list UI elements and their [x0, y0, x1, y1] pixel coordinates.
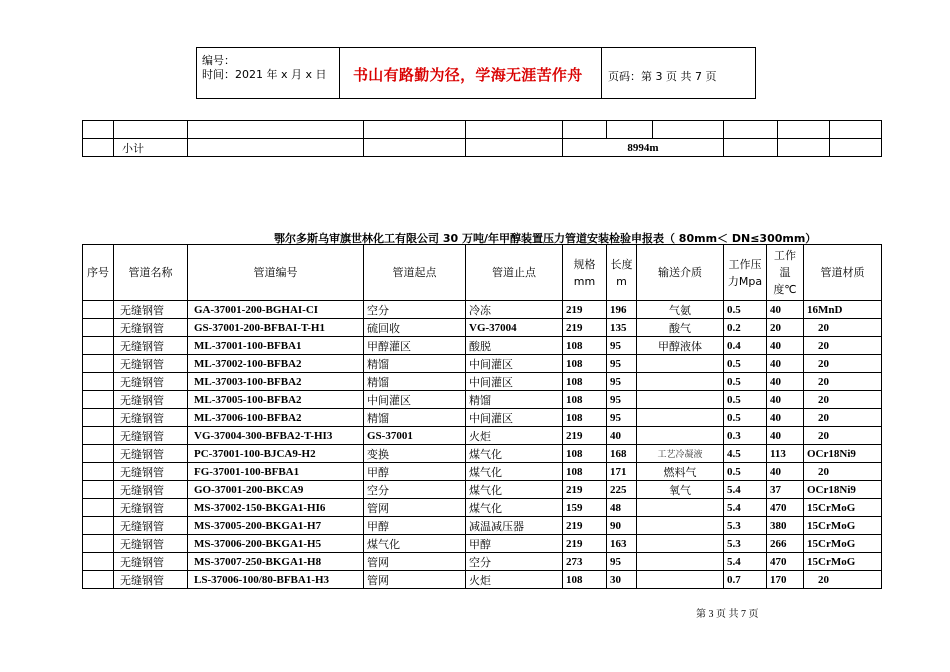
- cell-spec: 219: [563, 319, 607, 337]
- cell-len: 225: [607, 481, 637, 499]
- cell-medium: [637, 391, 724, 409]
- subtotal-label: 小计: [114, 139, 188, 157]
- col-header: 管道止点: [466, 245, 563, 301]
- cell-medium: [637, 373, 724, 391]
- cell-index: [83, 337, 114, 355]
- cell-len: 48: [607, 499, 637, 517]
- cell-name: 无缝钢管: [114, 337, 188, 355]
- header-page-cell: [602, 48, 755, 98]
- table-row: [83, 571, 882, 589]
- cell-mat: 20: [804, 409, 882, 427]
- cell-end: 减温减压器: [466, 517, 563, 535]
- table-row: [83, 121, 882, 139]
- cell-temp: 40: [767, 355, 804, 373]
- cell-start: 管网: [364, 553, 466, 571]
- cell-press: 0.3: [724, 427, 767, 445]
- cell-end: 火炬: [466, 571, 563, 589]
- number-label: 编号：: [202, 54, 235, 67]
- table-row: [83, 373, 882, 391]
- col-header: 序号: [83, 245, 114, 301]
- col-header: 工作温度℃: [767, 245, 804, 301]
- cell-mat: 20: [804, 337, 882, 355]
- cell-press: 5.4: [724, 481, 767, 499]
- cell-temp: 40: [767, 373, 804, 391]
- table-row: [83, 409, 882, 427]
- cell-start: GS-37001: [364, 427, 466, 445]
- cell-end: 精馏: [466, 391, 563, 409]
- header-left-cell: [197, 48, 340, 98]
- subtotal-row: [83, 139, 882, 157]
- cell-index: [83, 373, 114, 391]
- cell-name: 无缝钢管: [114, 427, 188, 445]
- cell-medium: 燃料气: [637, 463, 724, 481]
- cell-medium: [637, 571, 724, 589]
- cell-spec: 108: [563, 355, 607, 373]
- cell-start: 甲醇灌区: [364, 337, 466, 355]
- cell-spec: 108: [563, 463, 607, 481]
- col-header: 输送介质: [637, 245, 724, 301]
- cell-len: 95: [607, 373, 637, 391]
- cell-name: 无缝钢管: [114, 499, 188, 517]
- cell-mat: 20: [804, 427, 882, 445]
- cell-index: [83, 409, 114, 427]
- cell-temp: 40: [767, 301, 804, 319]
- cell-temp: 470: [767, 553, 804, 571]
- cell-medium: 氧气: [637, 481, 724, 499]
- cell-spec: 219: [563, 481, 607, 499]
- cell-len: 95: [607, 391, 637, 409]
- cell-mat: 20: [804, 319, 882, 337]
- cell-name: 无缝钢管: [114, 553, 188, 571]
- cell-code: GO-37001-200-BKCA9: [188, 481, 364, 499]
- table-row: [83, 337, 882, 355]
- table-title: 鄂尔多斯乌审旗世林化工有限公司 30 万吨/年甲醇装置压力管道安装检验申报表（ 80mm＜ DN≤300mm）: [274, 232, 817, 245]
- table-row: [83, 445, 882, 463]
- col-header: 长度m: [607, 245, 637, 301]
- cell-start: 变换: [364, 445, 466, 463]
- cell-len: 30: [607, 571, 637, 589]
- cell-name: 无缝钢管: [114, 373, 188, 391]
- cell-len: 95: [607, 409, 637, 427]
- cell-name: 无缝钢管: [114, 301, 188, 319]
- cell-code: LS-37006-100/80-BFBA1-H3: [188, 571, 364, 589]
- cell-mat: 15CrMoG: [804, 553, 882, 571]
- cell-name: 无缝钢管: [114, 355, 188, 373]
- cell-len: 90: [607, 517, 637, 535]
- cell-len: 95: [607, 553, 637, 571]
- cell-code: MS-37007-250-BKGA1-H8: [188, 553, 364, 571]
- cell-press: 0.2: [724, 319, 767, 337]
- cell-name: 无缝钢管: [114, 409, 188, 427]
- table-row: [83, 535, 882, 553]
- page-footer: 第 3 页 共 7 页: [696, 609, 759, 620]
- cell-mat: 20: [804, 571, 882, 589]
- cell-spec: 219: [563, 517, 607, 535]
- cell-temp: 40: [767, 427, 804, 445]
- cell-end: 火炬: [466, 427, 563, 445]
- cell-temp: 40: [767, 391, 804, 409]
- cell-medium: 甲醇液体: [637, 337, 724, 355]
- cell-press: 0.5: [724, 391, 767, 409]
- cell-start: 精馏: [364, 409, 466, 427]
- cell-start: 煤气化: [364, 535, 466, 553]
- table-row: [83, 481, 882, 499]
- cell-spec: 219: [563, 427, 607, 445]
- cell-end: 中间灌区: [466, 355, 563, 373]
- cell-code: ML-37002-100-BFBA2: [188, 355, 364, 373]
- cell-spec: 219: [563, 301, 607, 319]
- cell-end: 酸脱: [466, 337, 563, 355]
- cell-mat: OCr18Ni9: [804, 481, 882, 499]
- cell-end: 煤气化: [466, 463, 563, 481]
- cell-mat: 20: [804, 355, 882, 373]
- cell-temp: 470: [767, 499, 804, 517]
- cell-spec: 108: [563, 445, 607, 463]
- cell-start: 精馏: [364, 355, 466, 373]
- cell-mat: 20: [804, 391, 882, 409]
- cell-name: 无缝钢管: [114, 391, 188, 409]
- cell-mat: 16MnD: [804, 301, 882, 319]
- table-row: [83, 499, 882, 517]
- cell-spec: 273: [563, 553, 607, 571]
- cell-code: FG-37001-100-BFBA1: [188, 463, 364, 481]
- cell-press: 0.5: [724, 409, 767, 427]
- cell-spec: 108: [563, 391, 607, 409]
- cell-start: 甲醇: [364, 463, 466, 481]
- cell-len: 95: [607, 337, 637, 355]
- cell-medium: [637, 499, 724, 517]
- cell-press: 0.4: [724, 337, 767, 355]
- cell-medium: [637, 517, 724, 535]
- cell-medium: 气氨: [637, 301, 724, 319]
- cell-temp: 40: [767, 409, 804, 427]
- cell-mat: 15CrMoG: [804, 499, 882, 517]
- cell-medium: [637, 553, 724, 571]
- cell-temp: 113: [767, 445, 804, 463]
- cell-start: 精馏: [364, 373, 466, 391]
- cell-len: 171: [607, 463, 637, 481]
- cell-spec: 108: [563, 337, 607, 355]
- cell-press: 0.7: [724, 571, 767, 589]
- cell-temp: 40: [767, 337, 804, 355]
- cell-len: 163: [607, 535, 637, 553]
- cell-index: [83, 301, 114, 319]
- cell-medium: [637, 535, 724, 553]
- cell-index: [83, 481, 114, 499]
- cell-len: 40: [607, 427, 637, 445]
- cell-press: 0.5: [724, 463, 767, 481]
- table-row: [83, 553, 882, 571]
- cell-index: [83, 517, 114, 535]
- cell-medium: 酸气: [637, 319, 724, 337]
- cell-index: [83, 319, 114, 337]
- table-row: [83, 463, 882, 481]
- cell-end: 中间灌区: [466, 409, 563, 427]
- cell-temp: 40: [767, 463, 804, 481]
- cell-index: [83, 499, 114, 517]
- cell-mat: OCr18Ni9: [804, 445, 882, 463]
- cell-press: 4.5: [724, 445, 767, 463]
- cell-code: PC-37001-100-BJCA9-H2: [188, 445, 364, 463]
- cell-press: 5.3: [724, 535, 767, 553]
- cell-name: 无缝钢管: [114, 535, 188, 553]
- cell-press: 0.5: [724, 373, 767, 391]
- col-header: 管道名称: [114, 245, 188, 301]
- cell-mat: 20: [804, 373, 882, 391]
- top-table: [82, 120, 882, 157]
- cell-index: [83, 427, 114, 445]
- cell-code: ML-37001-100-BFBA1: [188, 337, 364, 355]
- cell-spec: 108: [563, 571, 607, 589]
- table-row: [83, 355, 882, 373]
- cell-start: 甲醇: [364, 517, 466, 535]
- time-label: 时间：2021 年 x 月 x 日: [202, 68, 327, 81]
- cell-len: 135: [607, 319, 637, 337]
- cell-start: 管网: [364, 571, 466, 589]
- cell-spec: 219: [563, 535, 607, 553]
- cell-code: MS-37006-200-BKGA1-H5: [188, 535, 364, 553]
- cell-temp: 20: [767, 319, 804, 337]
- cell-end: 中间灌区: [466, 373, 563, 391]
- cell-medium: 工艺冷凝液: [637, 445, 724, 463]
- cell-press: 5.4: [724, 499, 767, 517]
- motto: 书山有路勤为径，学海无涯苦作舟: [353, 66, 583, 84]
- cell-medium: [637, 427, 724, 445]
- cell-press: 0.5: [724, 355, 767, 373]
- cell-start: 中间灌区: [364, 391, 466, 409]
- table-row: [83, 301, 882, 319]
- page-label: 页码：第 3 页 共 7 页: [608, 70, 717, 83]
- cell-index: [83, 553, 114, 571]
- cell-start: 空分: [364, 301, 466, 319]
- cell-end: 空分: [466, 553, 563, 571]
- col-header: 管道材质: [804, 245, 882, 301]
- cell-end: 甲醇: [466, 535, 563, 553]
- cell-name: 无缝钢管: [114, 517, 188, 535]
- col-header: 工作压力Mpa: [724, 245, 767, 301]
- cell-medium: [637, 409, 724, 427]
- col-header: 规格mm: [563, 245, 607, 301]
- cell-start: 管网: [364, 499, 466, 517]
- cell-name: 无缝钢管: [114, 319, 188, 337]
- cell-index: [83, 535, 114, 553]
- cell-end: 煤气化: [466, 481, 563, 499]
- cell-spec: 108: [563, 409, 607, 427]
- cell-index: [83, 445, 114, 463]
- main-table: [82, 244, 882, 589]
- cell-spec: 159: [563, 499, 607, 517]
- table-row: [83, 517, 882, 535]
- cell-start: 空分: [364, 481, 466, 499]
- cell-code: GA-37001-200-BGHAI-CI: [188, 301, 364, 319]
- cell-name: 无缝钢管: [114, 445, 188, 463]
- header-motto-cell: [340, 48, 602, 98]
- cell-code: ML-37003-100-BFBA2: [188, 373, 364, 391]
- cell-temp: 37: [767, 481, 804, 499]
- cell-name: 无缝钢管: [114, 463, 188, 481]
- col-header: 管道起点: [364, 245, 466, 301]
- col-header: 管道编号: [188, 245, 364, 301]
- cell-code: GS-37001-200-BFBAI-T-H1: [188, 319, 364, 337]
- cell-code: ML-37006-100-BFBA2: [188, 409, 364, 427]
- cell-len: 95: [607, 355, 637, 373]
- header-row: [83, 245, 882, 301]
- table-row: [83, 427, 882, 445]
- cell-end: 冷冻: [466, 301, 563, 319]
- cell-press: 5.3: [724, 517, 767, 535]
- cell-mat: 15CrMoG: [804, 535, 882, 553]
- cell-code: ML-37005-100-BFBA2: [188, 391, 364, 409]
- cell-end: VG-37004: [466, 319, 563, 337]
- table-row: [83, 319, 882, 337]
- cell-press: 0.5: [724, 301, 767, 319]
- table-row: [83, 391, 882, 409]
- cell-index: [83, 355, 114, 373]
- cell-temp: 380: [767, 517, 804, 535]
- cell-code: VG-37004-300-BFBA2-T-HI3: [188, 427, 364, 445]
- cell-mat: 20: [804, 463, 882, 481]
- cell-code: MS-37002-150-BKGA1-HI6: [188, 499, 364, 517]
- cell-index: [83, 391, 114, 409]
- cell-code: MS-37005-200-BKGA1-H7: [188, 517, 364, 535]
- cell-start: 硫回收: [364, 319, 466, 337]
- cell-name: 无缝钢管: [114, 481, 188, 499]
- cell-name: 无缝钢管: [114, 571, 188, 589]
- page-header: [196, 47, 756, 99]
- cell-medium: [637, 355, 724, 373]
- cell-end: 煤气化: [466, 445, 563, 463]
- cell-mat: 15CrMoG: [804, 517, 882, 535]
- cell-len: 168: [607, 445, 637, 463]
- cell-press: 5.4: [724, 553, 767, 571]
- cell-temp: 266: [767, 535, 804, 553]
- cell-len: 196: [607, 301, 637, 319]
- cell-end: 煤气化: [466, 499, 563, 517]
- subtotal-value: 8994m: [563, 139, 724, 157]
- cell-temp: 170: [767, 571, 804, 589]
- cell-index: [83, 463, 114, 481]
- cell-index: [83, 571, 114, 589]
- cell-spec: 108: [563, 373, 607, 391]
